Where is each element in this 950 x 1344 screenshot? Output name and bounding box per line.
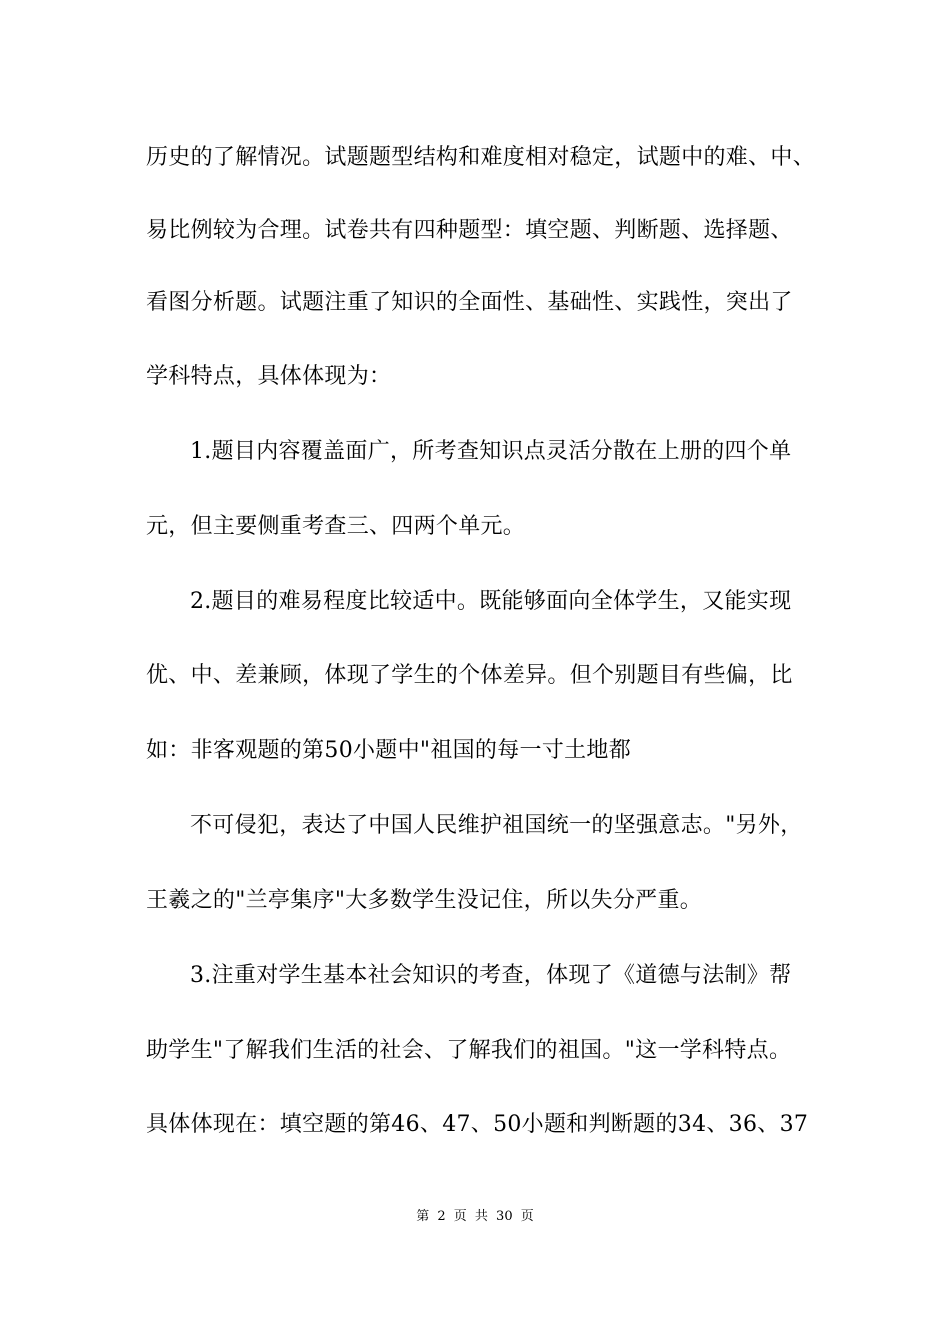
- body-text-line: 具体体现在：填空题的第46、47、50小题和判断题的34、36、37: [146, 1112, 809, 1137]
- body-text-line: 不可侵犯，表达了中国人民维护祖国统一的坚强意志。"另外，: [190, 813, 803, 838]
- body-text-line: 如：非客观题的第50小题中"祖国的每一寸土地都: [146, 738, 632, 763]
- body-text-line: 看图分析题。试题注重了知识的全面性、基础性、实践性，突出了: [146, 290, 793, 315]
- body-text-line: 学科特点，具体体现为：: [146, 364, 392, 389]
- body-text-line: 2.题目的难易程度比较适中。既能够面向全体学生，又能实现: [190, 589, 792, 614]
- body-text-line: 历史的了解情况。试题题型结构和难度相对稳定，试题中的难、中、: [146, 145, 816, 170]
- body-text-line: 1.题目内容覆盖面广，所考查知识点灵活分散在上册的四个单: [190, 439, 792, 464]
- body-text-line: 元，但主要侧重考查三、四两个单元。: [146, 514, 526, 539]
- body-text-line: 易比例较为合理。试卷共有四种题型：填空题、判断题、选择题、: [146, 218, 793, 243]
- body-text-line: 优、中、差兼顾，体现了学生的个体差异。但个别题目有些偏，比: [146, 663, 793, 688]
- body-text-line: 王羲之的"兰亭集序"大多数学生没记住，所以失分严重。: [146, 888, 703, 913]
- body-text-line: 3.注重对学生基本社会知识的考查，体现了《道德与法制》帮: [190, 963, 792, 988]
- page-number-footer: 第 2 页 共 30 页: [416, 1209, 534, 1224]
- body-text-line: 助学生"了解我们生活的社会、了解我们的祖国。"这一学科特点。: [146, 1038, 792, 1063]
